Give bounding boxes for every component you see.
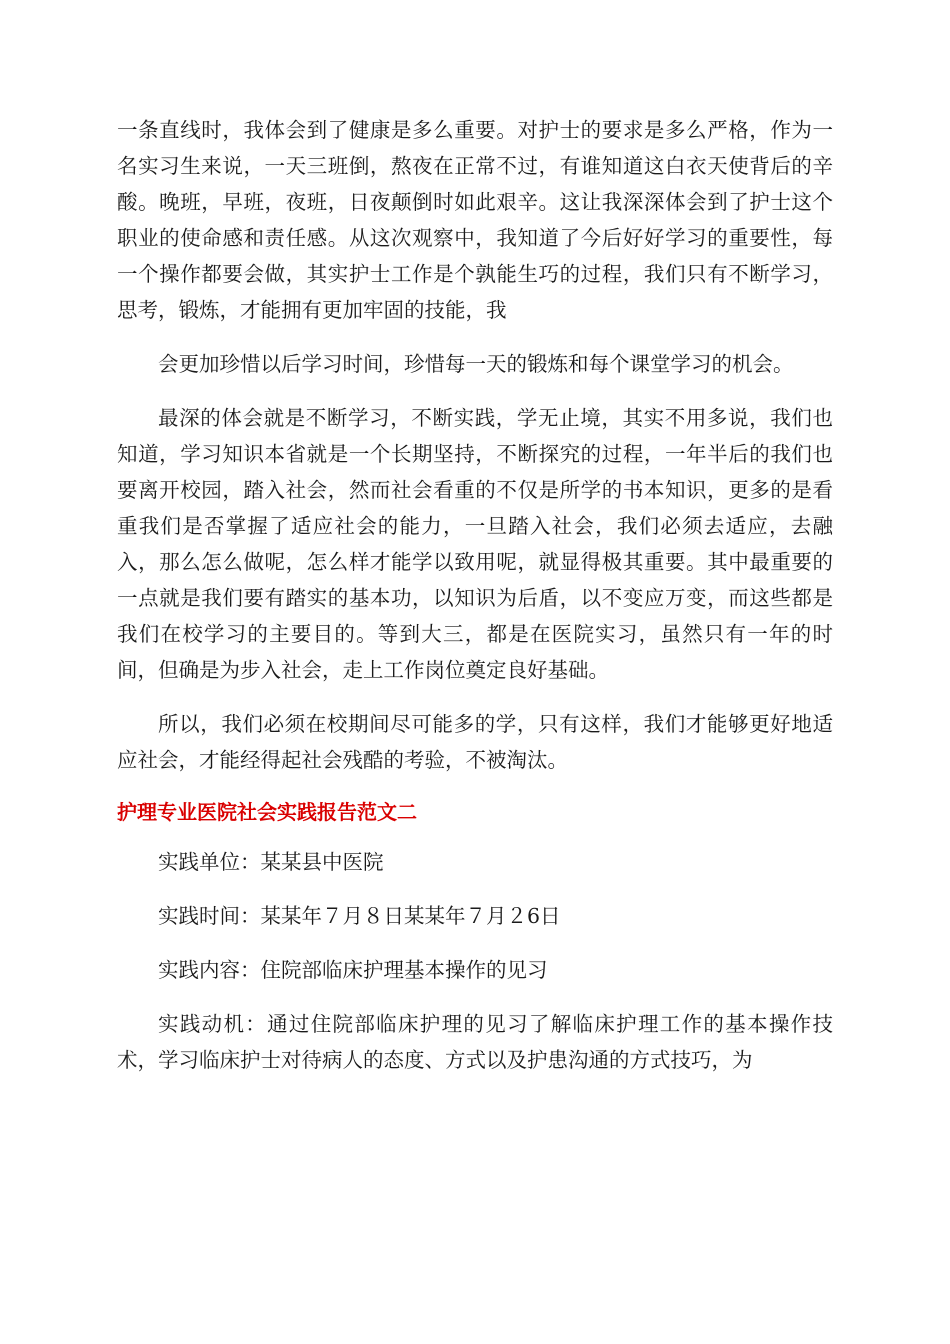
practice-unit: 实践单位：某某县中医院 xyxy=(158,850,384,874)
practice-motivation: 实践动机：通过住院部临床护理的见习了解临床护理工作的基本操作技术，学习临床护士对待病人的态度、方式以及护患沟通的方式技巧，为 xyxy=(117,1012,833,1072)
section-heading: 护理专业医院社会实践报告范文二 xyxy=(117,800,417,824)
practice-time: 实践时间：某某年７月８日某某年７月２6日 xyxy=(158,904,561,928)
paragraph: 最深的体会就是不断学习，不断实践，学无止境，其实不用多说，我们也知道，学习知识本省就是一个长期坚持，不断探究的过程，一年半后的我们也要离开校园，踏入社会，然而社会看重的不仅是所学的书本知识，更多的是看重我们是否掌握了适应社会的能力，一旦踏入社会，我们必须去适应，去融入，那么怎么做呢，怎么样才能学以致用呢，就显得极其重要。其中最重要的一点就是我们要有踏实的基本功，以知识为后盾，以不变应万变，而这些都是我们在校学习的主要目的。等到大三，都是在医院实习，虽然只有一年的时间，但确是为步入社会，走上工作岗位奠定良好基础。 xyxy=(117,406,833,682)
paragraph-continued: 一条直线时，我体会到了健康是多么重要。对护士的要求是多么严格，作为一名实习生来说，一天三班倒，熬夜在正常不过，有谁知道这白衣天使背后的辛酸。晚班，早班，夜班，日夜颠倒时如此艰辛。这让我深深体会到了护士这个职业的使命感和责任感。从这次观察中，我知道了今后好好学习的重要性，每一个操作都要会做，其实护士工作是个孰能生巧的过程，我们只有不断学习，思考，锻炼，才能拥有更加牢固的技能，我 xyxy=(117,118,833,322)
practice-content: 实践内容：住院部临床护理基本操作的见习 xyxy=(158,958,548,982)
paragraph: 会更加珍惜以后学习时间，珍惜每一天的锻炼和每个课堂学习的机会。 xyxy=(158,352,794,376)
document-body xyxy=(117,112,833,1096)
paragraph: 所以，我们必须在校期间尽可能多的学，只有这样，我们才能够更好地适应社会，才能经得起社会残酷的考验，不被淘汰。 xyxy=(117,712,833,772)
